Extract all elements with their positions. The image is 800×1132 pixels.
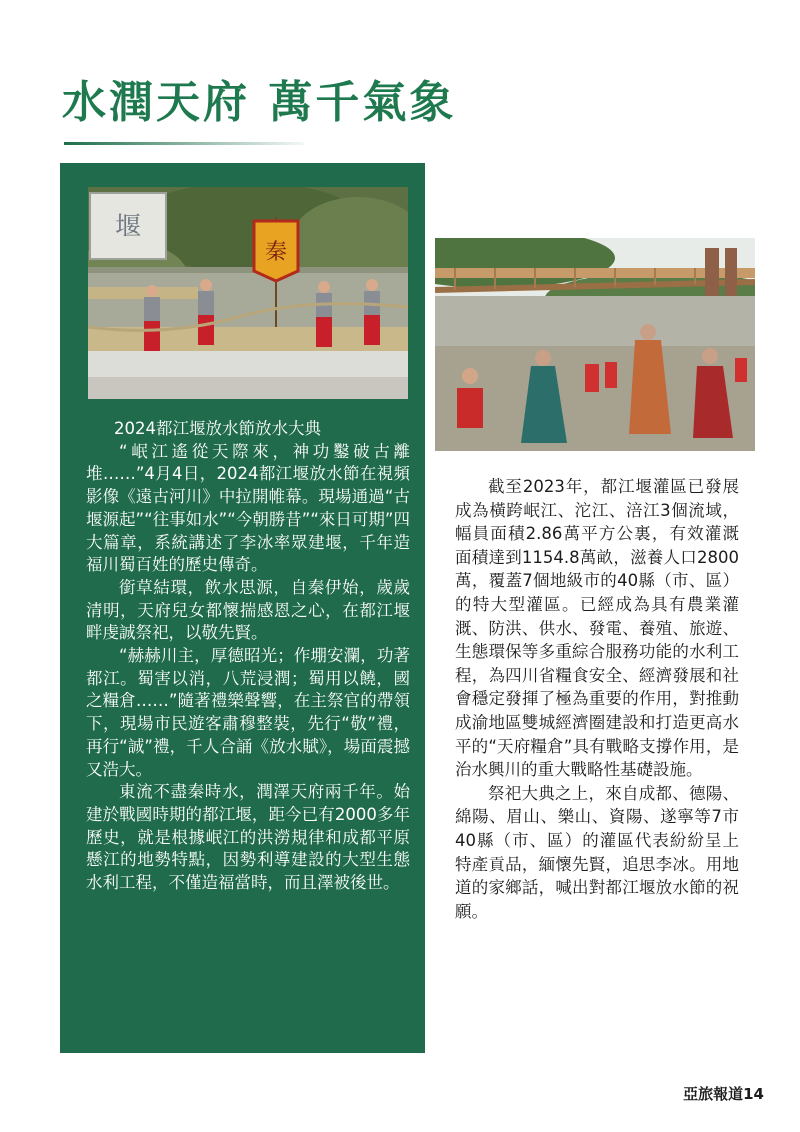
- performance-photo: [88, 187, 408, 399]
- riverbed-ceremony-photo: [435, 238, 755, 451]
- right-paragraph-1: 截至2023年，都江堰灌區已發展成為橫跨岷江、沱江、涪江3個流域，幅員面積2.86萬平方公裏，有效灌溉面積達到1154.8萬畝，滋養人口2800萬，覆蓋7個地級市的40縣（市、區）的特大型灌區。已經成為具有農業灌溉、防洪、供水、發電、養殖、旅遊、生態環保等多重綜合服務功能的水利工程，為四川省糧食安全、經濟發展和社會穩定發揮了極為重要的作用，對推動成渝地區雙城經濟圈建設和打造更高水平的“天府糧倉”具有戰略支撐作用，是治水興川的重大戰略性基礎設施。: [455, 477, 739, 780]
- banner-seal: 秦: [264, 240, 288, 265]
- title-underline: [64, 142, 304, 145]
- left-paragraph-2: 銜草結環，飲水思源，自秦伊始，歲歲清明，天府兒女都懷揣感恩之心，在都江堰畔虔誠祭祀，以敬先賢。: [86, 577, 410, 643]
- right-paragraph-2: 祭祀大典之上，來自成都、德陽、綿陽、眉山、樂山、資陽、遂寧等7市40縣（市、區）的灌區代表紛紛呈上特產貢品，緬懷先賢，追思李冰。用地道的家鄉話，喊出對都江堰放水節的祝願。: [455, 783, 739, 921]
- left-article-column: [86, 418, 410, 895]
- left-paragraph-1: “岷江遙從天際來，神功鑿破古離堆……”4月4日，2024都江堰放水節在視頻影像《遠古河川》中拉開帷幕。現場通過“古堰源起”“往事如水”“今朝勝昔”“來日可期”四大篇章，系統講述了李冰率眾建堰，千年造福川蜀百姓的歷史傳奇。: [86, 441, 410, 575]
- photo-caption: 2024都江堰放水節放水大典: [114, 419, 321, 438]
- right-article-column: [455, 475, 739, 923]
- page-title: 水潤天府 萬千氣象: [62, 77, 457, 128]
- left-paragraph-3: “赫赫川主，厚德昭光；作堋安瀾，功著都江。蜀害以消，八荒浸潤；蜀用以饒，國之糧倉……”隨著禮樂聲響，在主祭官的帶領下，現場市民遊客肅穆整裝，先行“敬”禮，再行“誠”禮，千人合誦《放水賦》，場面震撼又浩大。: [86, 646, 410, 779]
- left-paragraph-4: 東流不盡秦時水，潤澤天府兩千年。始建於戰國時期的都江堰，距今已有2000多年歷史，就是根據岷江的洪澇規律和成都平原懸江的地勢特點，因勢利導建設的大型生態水利工程，不僅造福當時，而且澤被後世。: [86, 782, 410, 893]
- wall-inscription: 堰: [114, 212, 142, 242]
- page-footer: 亞旅報道14: [683, 1085, 764, 1103]
